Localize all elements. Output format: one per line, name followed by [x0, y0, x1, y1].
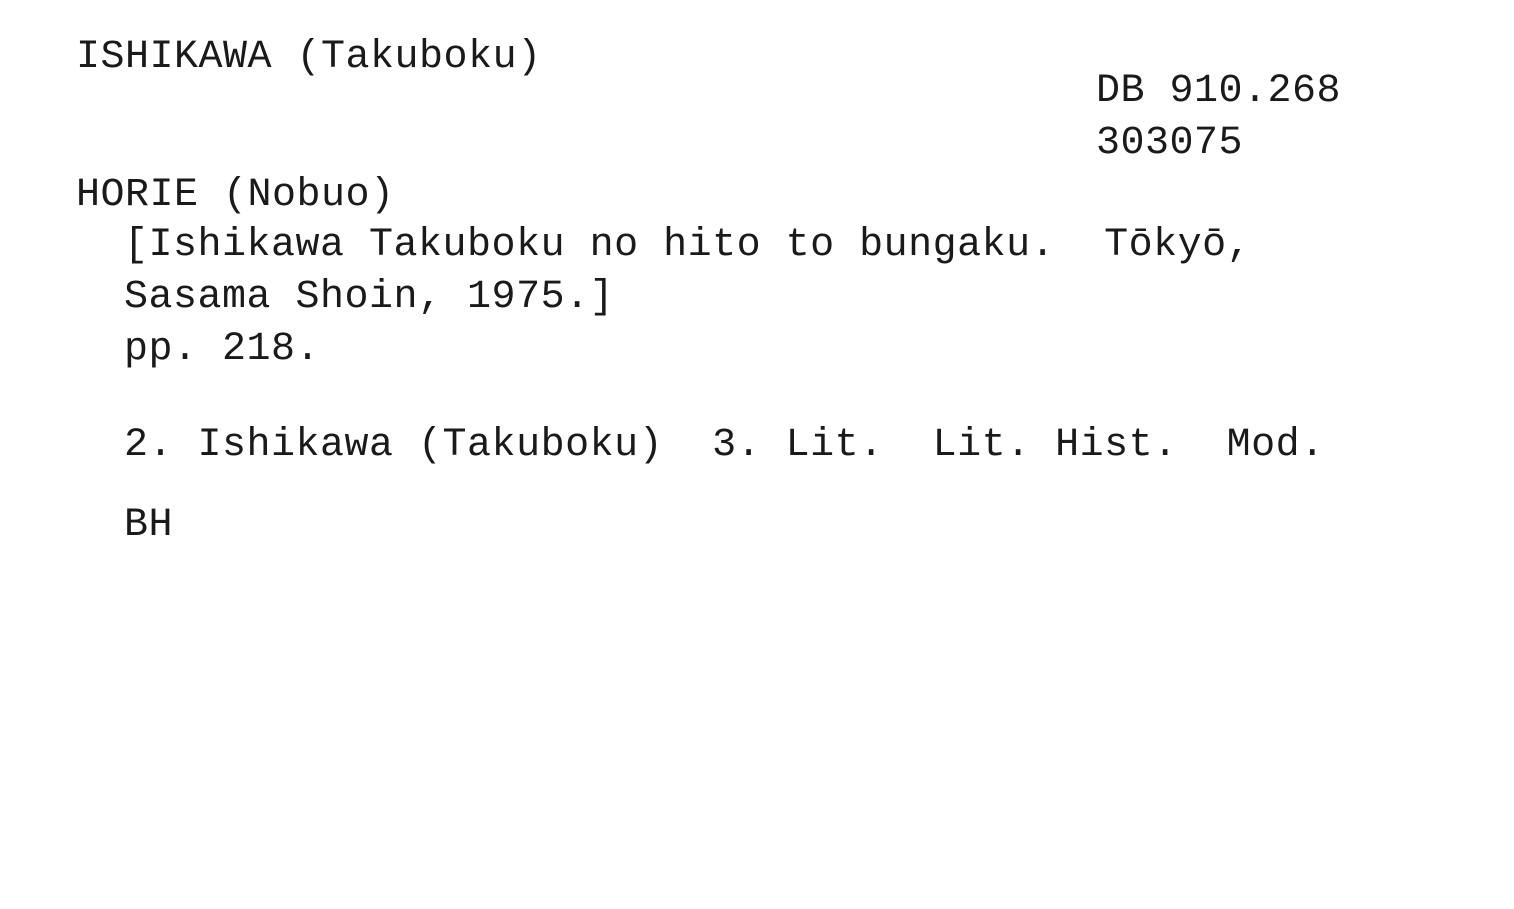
cataloger-initials: BH	[124, 503, 174, 548]
title-line-2: Sasama Shoin, 1975.]	[124, 275, 615, 320]
subject-tracings: 2. Ishikawa (Takuboku) 3. Lit. Lit. Hist. Mod.	[124, 423, 1325, 468]
call-number: DB 910.268	[1096, 69, 1342, 114]
main-entry-author: HORIE (Nobuo)	[76, 173, 395, 218]
title-line-1: [Ishikawa Takuboku no hito to bungaku. Tōkyō,	[124, 223, 1252, 268]
pagination: pp. 218.	[124, 327, 321, 372]
added-entry-heading: ISHIKAWA (Takuboku)	[76, 35, 542, 80]
accession-number: 303075	[1096, 121, 1244, 166]
